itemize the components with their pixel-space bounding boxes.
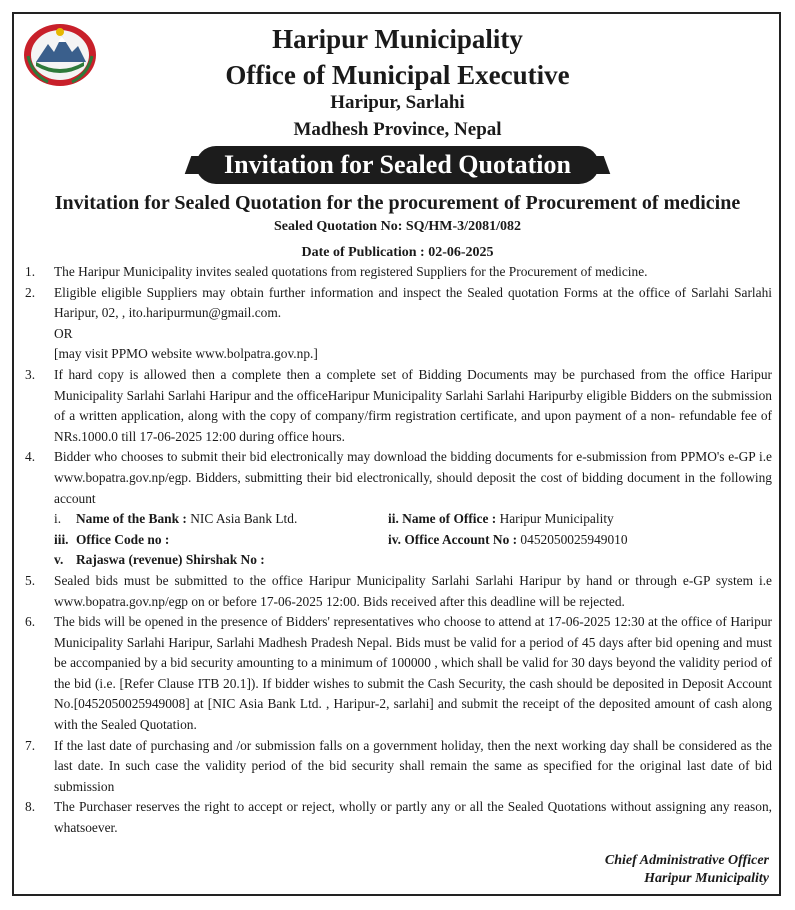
item-text: The Purchaser reserves the right to accept or reject, wholly or partly any or all the Sealed Quotations without assigning any reason, whatsoever. [54,799,772,836]
item-number: 1. [25,264,36,279]
item-number: 6. [25,614,36,630]
office-account-value: 0452050025949010 [517,531,628,547]
item-text: If the last date of purchasing and /or submission falls on a government holiday, then the next working day shall be considered as the last date. In such case the validity period of the bid security shall remain the same as specified for the original last date of bid submission [54,737,772,794]
publication-date: Date of Publication : 02-06-2025 [301,245,494,260]
bank-name [54,509,366,530]
office-name: Office of Municipal Executive [225,60,570,90]
list-item [22,736,772,798]
office-name-value: Haripur Municipality [496,511,614,527]
signatory-title: Chief Administrative Officer [604,853,769,868]
municipality-name: Haripur Municipality [272,24,523,54]
office-code-label: Office Code no : [76,531,170,547]
item-text: The bids will be opened in the presence of Bidders' representatives who choose to attend at 17-06-2025 12:30 at the office of Haripur Municipality Sarlahi Haripur, Sarlahi Madhesh Pradesh Nepal. Bids must be valid for a period of 45 days after bid opening and must be accompanied by a bid security amounting to a minimum of 100000 , which shall be valid for 30 days beyond the validity period of the bid (i.e. [Refer Clause ITB 20.1]). If bidder wishes to submit the Cash Security, the cash should be deposited in Deposit Account No.[0452050025949008] at [NIC Asia Bank Ltd. , Haripur-2, sarlahi] and submit the receipt of the deposited amount of cash along with the Sealed Quotation. [54,614,772,733]
item-text: Sealed bids must be submitted to the office Haripur Municipality Sarlahi Sarlahi Haripur by hand or through e-GP system i.e www.bopatra.gov.np/egp on or before 17-06-2025 12:00. Bids received after this deadline will be rejected. [54,572,772,609]
bank-account-details [54,509,772,571]
item-or: OR [54,325,73,341]
sub-item-number: i. [54,511,62,527]
item-number: 7. [25,737,36,753]
item-number: 3. [25,366,36,382]
office-name-detail [366,509,772,530]
notice-banner: Invitation for Sealed Quotation [196,146,599,184]
item-number: 2. [25,284,36,300]
bank-name-label: Name of the Bank : [76,511,187,527]
item-number: 8. [25,799,36,815]
sub-item-number: ii. [388,511,399,527]
office-province: Madhesh Province, Nepal [293,119,502,140]
signatory-organization: Haripur Municipality [644,871,769,886]
sub-item-number: iii. [54,531,69,547]
office-code [54,530,366,551]
list-item [22,447,772,571]
list-item [22,571,772,612]
item-number: 4. [25,449,36,465]
office-location: Haripur, Sarlahi [330,92,465,113]
list-item [22,797,772,838]
revenue-heading-label: Rajaswa (revenue) Shirshak No : [76,552,265,568]
bank-name-value: NIC Asia Bank Ltd. [186,511,298,527]
notice-items [22,262,772,839]
item-text: Bidder who chooses to submit their bid electronically may download the bidding documents for e-submission from PPMO's e-GP i.e www.bopatra.gov.np/egp. Bidders, submitting their bid electronically, should deposit the cost of bidding document in the following account [54,449,772,506]
office-account-label: Office Account No : [404,531,518,547]
office-name-label: Name of Office : [402,511,497,527]
signature-block [605,852,769,888]
list-item [22,612,772,736]
item-text: If hard copy is allowed then a complete then a complete set of Bidding Documents may be purchased from the office Haripur Municipality Sarlahi Sarlahi Haripur and the officeHaripur Municipality Sarlahi Sarlahi Haripurby eligible Bidders on the submission of a written application, along with the copy of company/firm registration certificate, and upon payment of a non- refundable fee of NRs.1000.0 till 17-06-2025 12:00 during office hours. [54,366,772,444]
notice-body [22,262,772,839]
notice-subtitle: Invitation for Sealed Quotation for the procurement of Procurement of medicine [54,192,741,214]
sub-item-number: iv. [388,531,402,547]
list-item [22,262,772,283]
sub-item-number: v. [54,552,64,568]
list-item [22,365,772,447]
item-text: The Haripur Municipality invites sealed quotations from registered Suppliers for the Procurement of medicine. [54,264,648,279]
quotation-number: Sealed Quotation No: SQ/HM-3/2081/082 [274,219,521,234]
item-number: 5. [25,572,36,588]
list-item [22,283,772,365]
revenue-heading [54,550,366,571]
item-website: [may visit PPMO website www.bolpatra.gov.np.] [54,346,318,362]
office-account [366,530,772,551]
item-text: Eligible eligible Suppliers may obtain further information and inspect the Sealed quotation Forms at the office of Sarlahi Sarlahi Haripur, 02, , ito.haripurmun@gmail.com. [54,284,772,321]
